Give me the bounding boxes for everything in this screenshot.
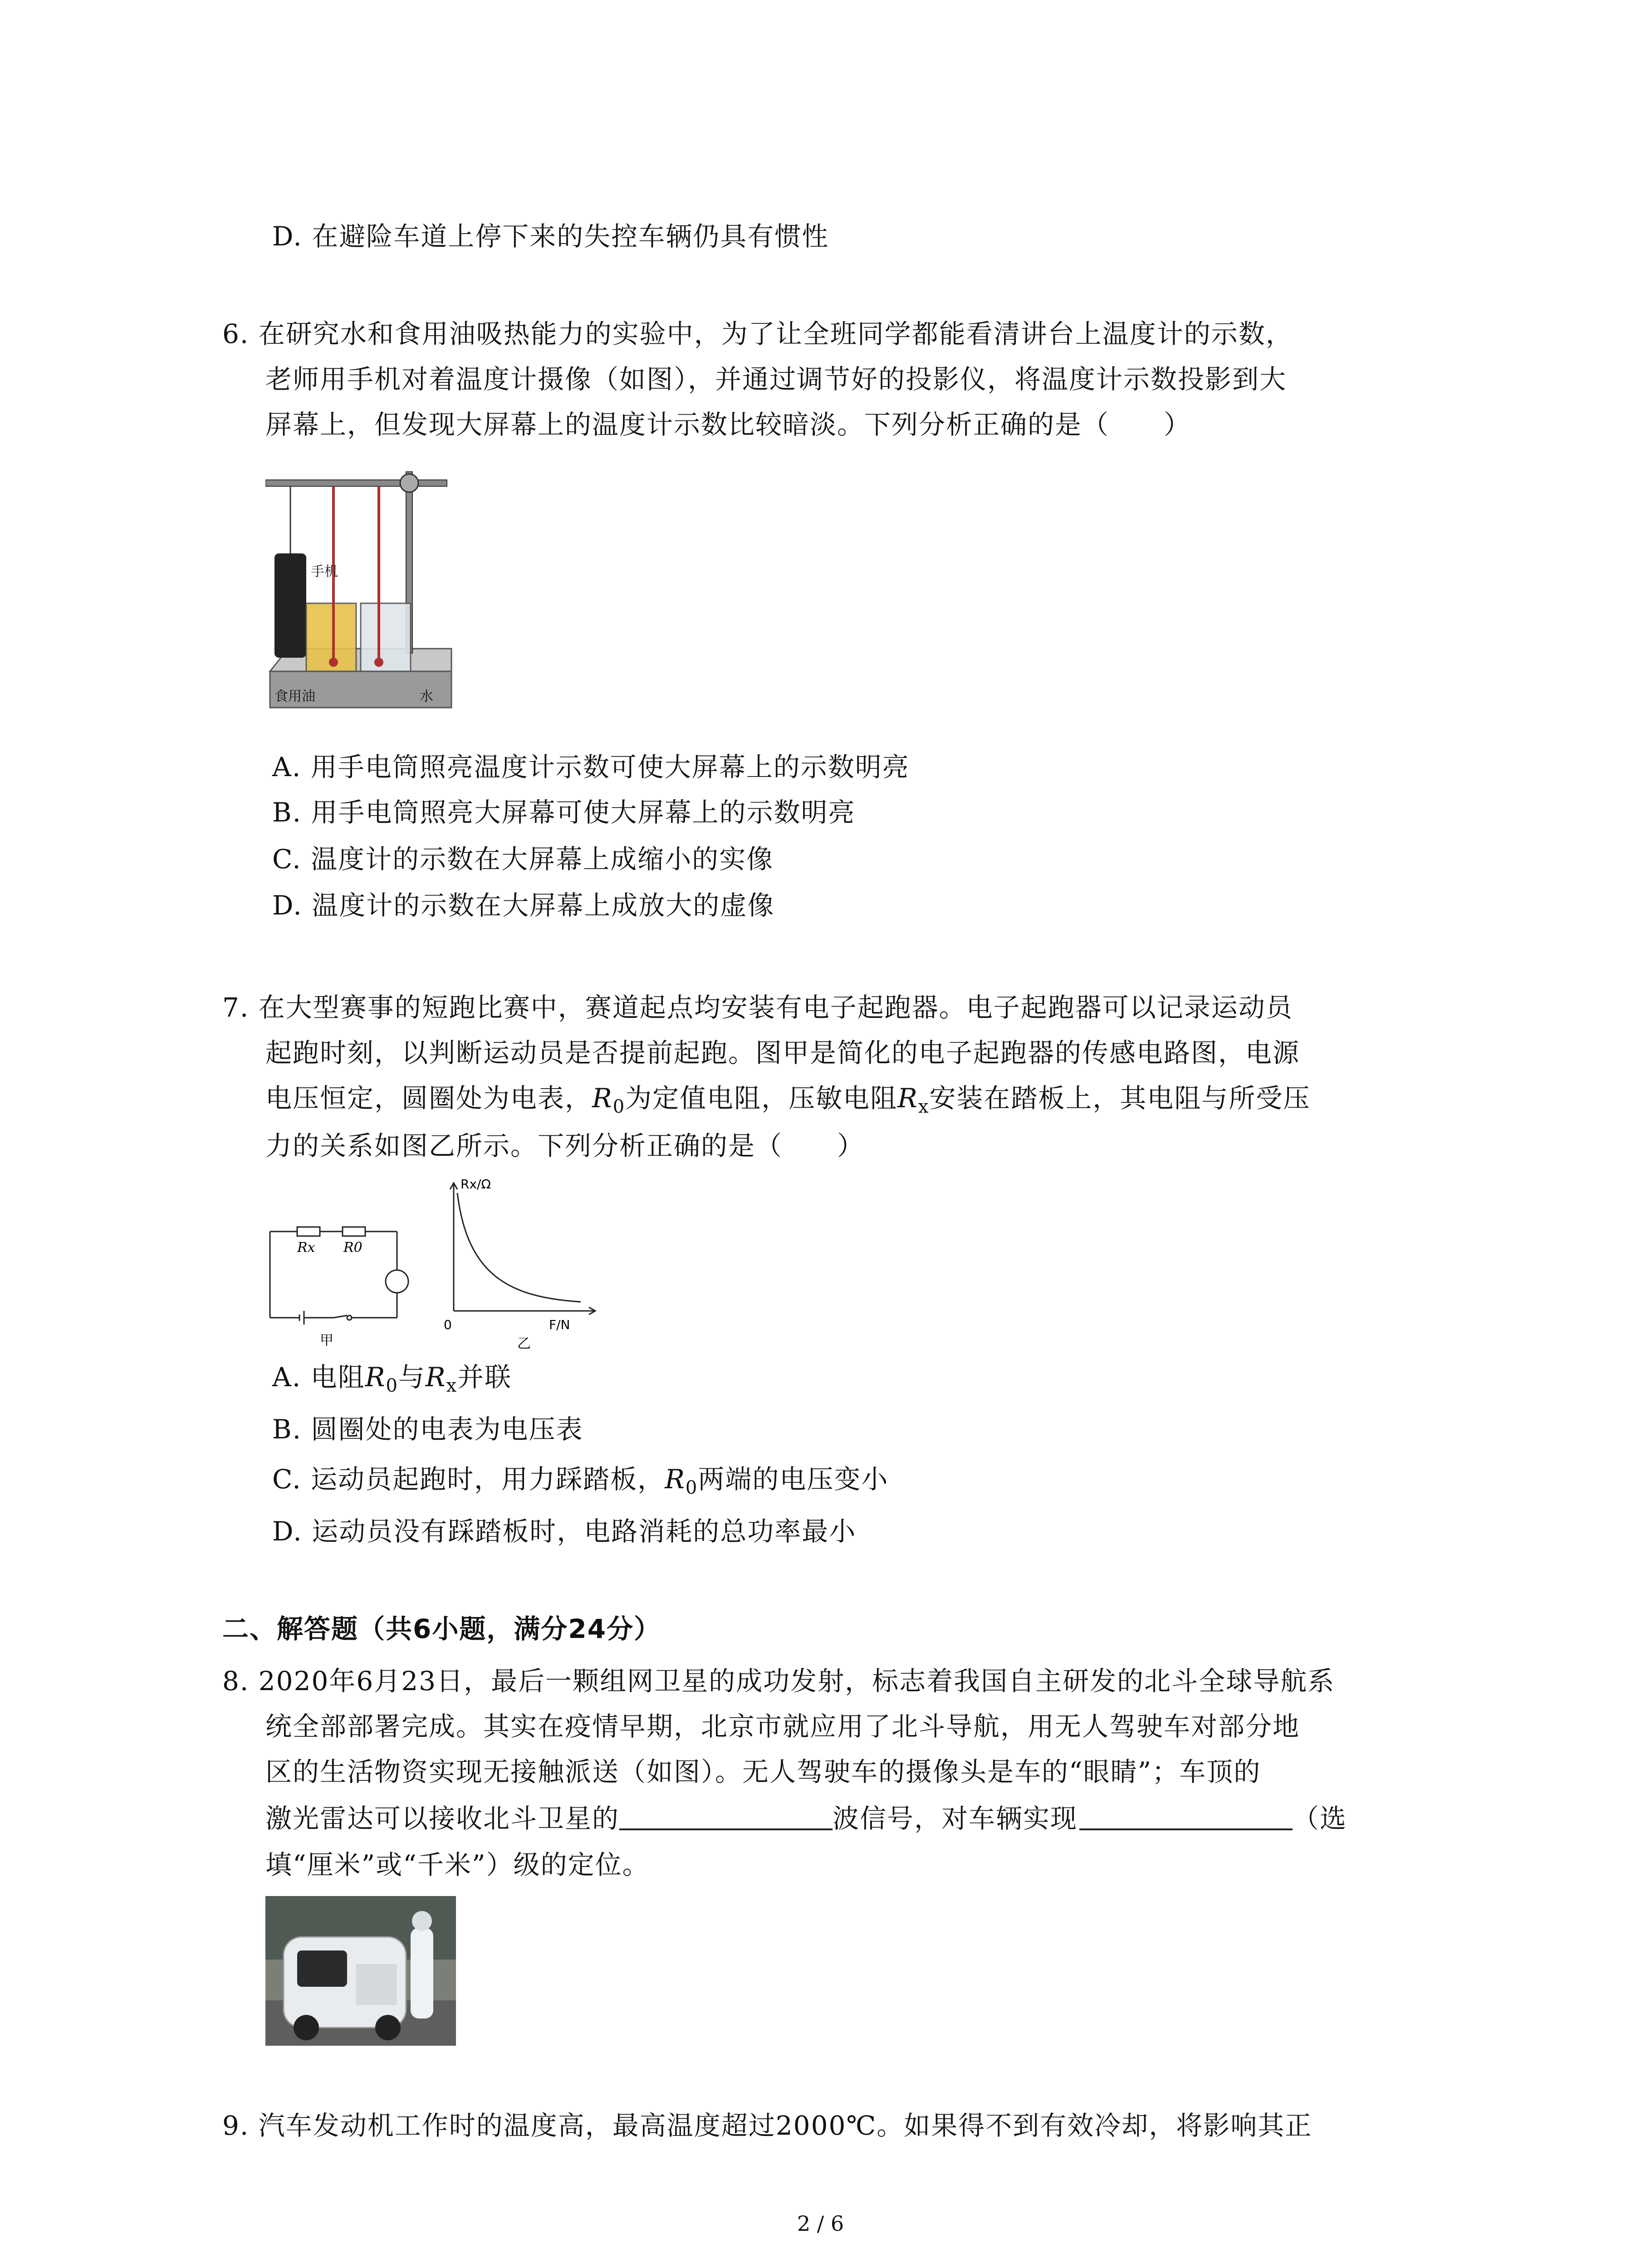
origin-label: 0 <box>444 1317 452 1332</box>
q8-stem-line-3: 区的生活物资实现无接触派送（如图）。无人驾驶车的摄像头是车的“眼睛”；车顶的 <box>265 1756 1261 1787</box>
q9-stem-line-1: 9. 汽车发动机工作时的温度高，最高温度超过2000℃。如果得不到有效冷却，将影响其正 <box>222 2110 1313 2141</box>
q7-stem-line-2: 起跑时刻，以判断运动员是否提前起跑。图甲是简化的电子起跑器的传感电路图，电源 <box>265 1037 1300 1068</box>
q8-stem-line-2: 统全部部署完成。其实在疫情早期，北京市就应用了北斗导航，用无人驾驶车对部分地 <box>265 1711 1300 1742</box>
phone-label: 手机 <box>311 564 338 580</box>
q7-stem-line-3: 电压恒定，圆圈处为电表，$R_0$为定值电阻，压敏电阻$R_x$安装在踏板上，其电阻与所受压 <box>265 1083 1311 1117</box>
q7-stem-line-4: 力的关系如图乙所示。下列分析正确的是（ ） <box>265 1130 865 1161</box>
q6-stem-line-2: 老师用手机对着温度计摄像（如图），并通过调节好的投影仪，将温度计示数投影到大 <box>265 364 1287 395</box>
page-number: 2 / 6 <box>797 2211 844 2236</box>
q7-circuit-figure-jia <box>265 1179 411 1347</box>
q8-stem-line-4: 激光雷达可以接收北斗卫星的 波信号，对车辆实现 （选 <box>265 1803 1347 1834</box>
q6-option-a: A. 用手电筒照亮温度计示数可使大屏幕上的示数明亮 <box>272 752 910 782</box>
q5-option-d: D. 在避险车道上停下来的失控车辆仍具有惯性 <box>272 221 829 252</box>
water-label: 水 <box>420 689 433 704</box>
q6-thermometer-setup-figure <box>265 454 456 735</box>
section-2-heading: 二、解答题（共6小题，满分24分） <box>222 1613 661 1644</box>
q7-resistance-force-graph-yi <box>431 1175 603 1352</box>
oil-label: 食用油 <box>274 689 315 704</box>
q7-option-c: C. 运动员起跑时，用力踩踏板，$R_0$两端的电压变小 <box>272 1464 889 1498</box>
q7-option-b: B. 圆圈处的电表为电压表 <box>272 1414 583 1445</box>
jia-label: 甲 <box>320 1333 333 1347</box>
q8-blank-2[interactable] <box>1079 1803 1293 1830</box>
q7-stem-line-1: 7. 在大型赛事的短跑比赛中，赛道起点均安装有电子起跑器。电子起跑器可以记录运动员 <box>222 992 1293 1023</box>
q6-option-d: D. 温度计的示数在大屏幕上成放大的虚像 <box>272 890 775 921</box>
q8-blank-1[interactable] <box>619 1803 833 1830</box>
rx-label: Rx <box>297 1240 315 1256</box>
q6-option-b: B. 用手电筒照亮大屏幕可使大屏幕上的示数明亮 <box>272 797 856 828</box>
q8-stem-line-5: 填“厘米”或“千米”）级的定位。 <box>265 1849 650 1880</box>
q7-option-d: D. 运动员没有踩踏板时，电路消耗的总功率最小 <box>272 1516 857 1547</box>
y-axis-label: Rx/Ω <box>460 1177 491 1192</box>
q6-option-c: C. 温度计的示数在大屏幕上成缩小的实像 <box>272 844 774 875</box>
q6-stem-line-3: 屏幕上，但发现大屏幕上的温度计示数比较暗淡。下列分析正确的是（ ） <box>265 409 1191 440</box>
phone-icon <box>274 553 306 658</box>
r0-label: R0 <box>343 1240 362 1256</box>
q8-stem-line-1: 8. 2020年6月23日，最后一颗组网卫星的成功发射，标志着我国自主研发的北斗全球导航系 <box>222 1666 1335 1696</box>
q8-unmanned-vehicle-photo <box>265 1896 456 2046</box>
yi-label: 乙 <box>517 1336 531 1352</box>
resistance-curve <box>457 1193 581 1302</box>
x-axis-label: F/N <box>549 1317 570 1332</box>
q6-stem-line-1: 6. 在研究水和食用油吸热能力的实验中，为了让全班同学都能看清讲台上温度计的示数， <box>222 318 1293 349</box>
q7-option-a: A. 电阻$R_0$与$R_x$并联 <box>272 1362 512 1396</box>
